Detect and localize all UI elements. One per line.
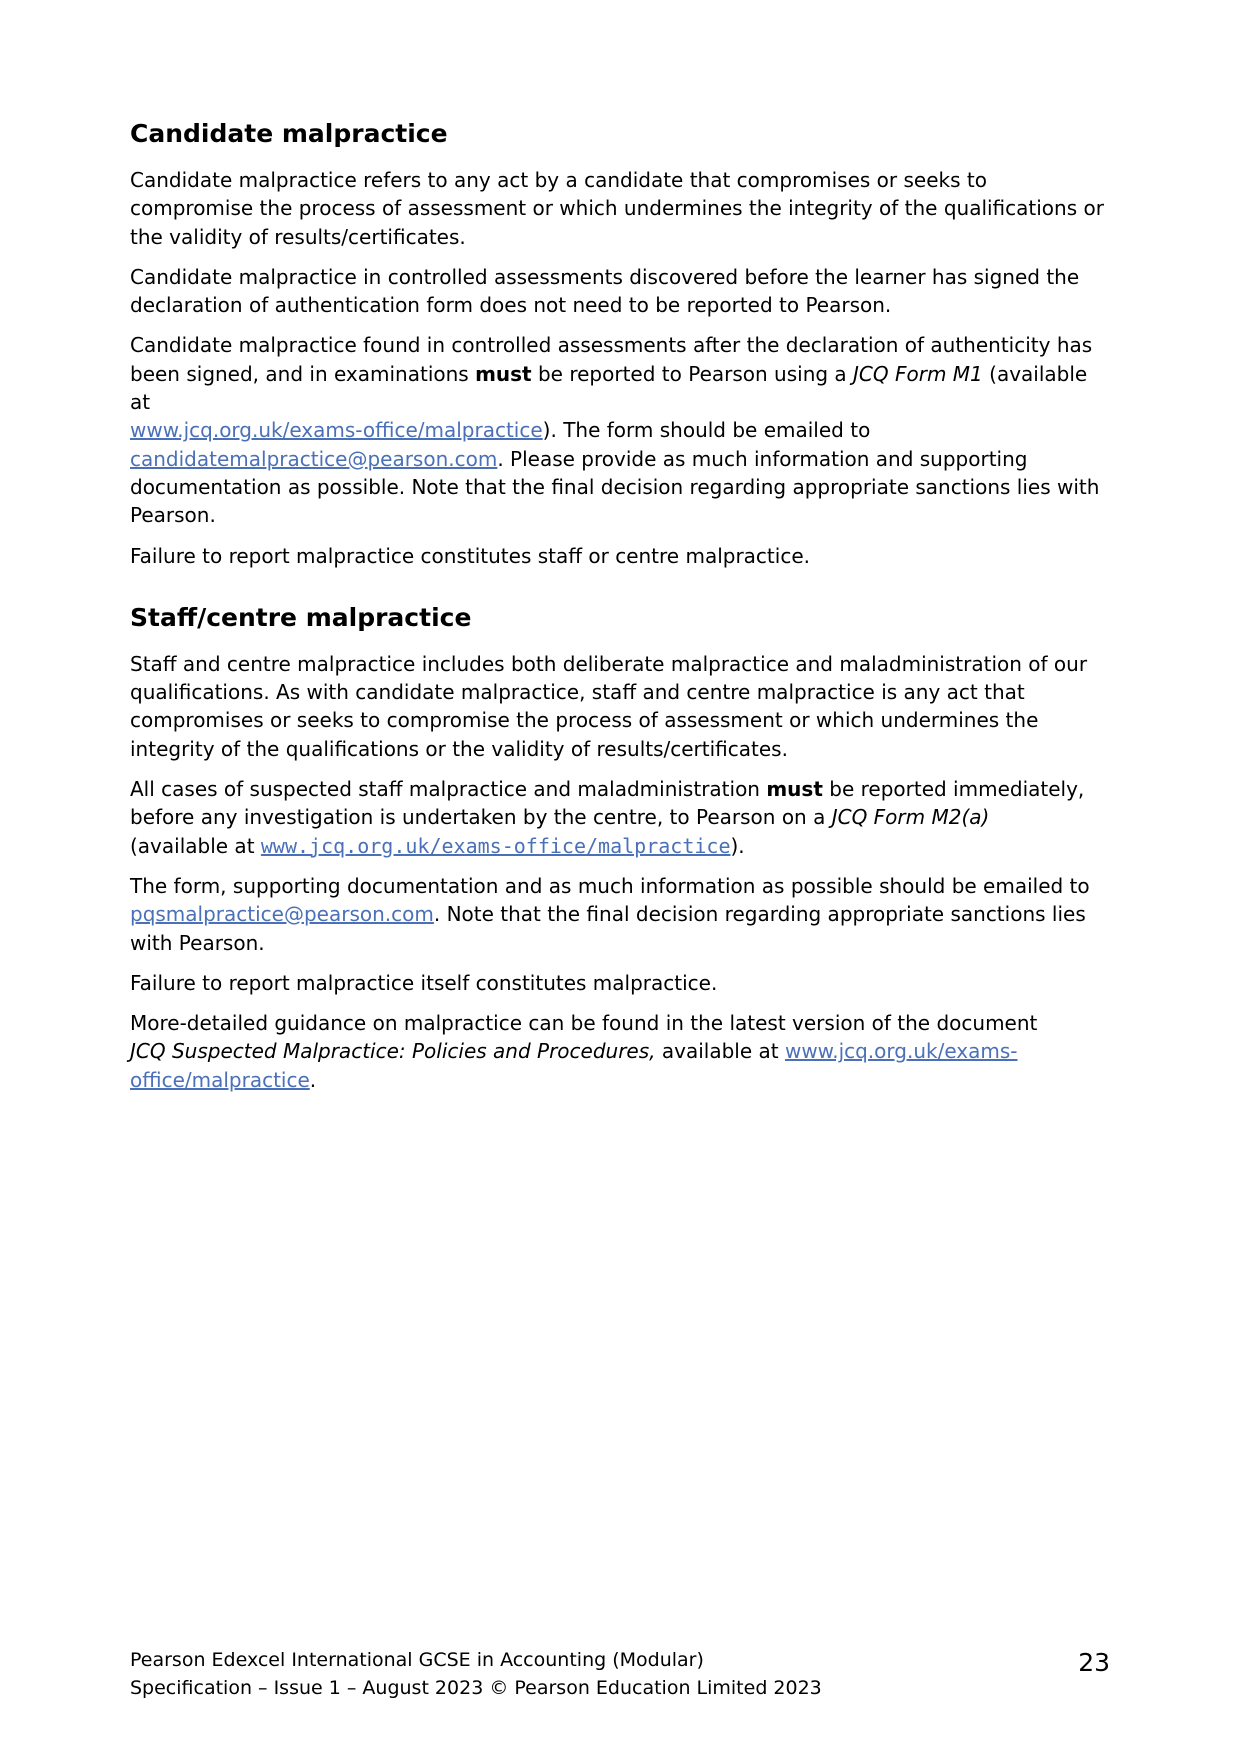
paragraph: Staff and centre malpractice includes both deliberate malpractice and maladministration of our qualifications. As with candidate malpractice, staff and centre malpractice is any act that compromises or seeks to compromise the process of assessment or which undermines the integrity of the qualifications or the validity of results/certificates.: [130, 651, 1088, 761]
text-run: ).: [730, 833, 745, 858]
text-run: Candidate malpractice found in controlled assessments after the declaration of authenticity has been signed, and in examinations: [130, 333, 1093, 386]
italic-text: JCQ Form M2(a): [831, 805, 990, 830]
text-run: More-detailed guidance on malpractice can be found in the latest version of the document: [130, 1011, 1038, 1036]
text-run: . Note that the final decision regarding appropriate sanctions lies with Pearson.: [130, 902, 1086, 955]
bold-text: must: [766, 777, 823, 802]
link-part: office/malpractice: [130, 1067, 310, 1092]
text-run: .: [309, 1067, 317, 1092]
document-body: [130, 118, 1110, 1106]
text-run: . Please provide as much information and supporting documentation as possible. Note that the final decision regarding appropriate sanctions lies with Pearson.: [130, 446, 1100, 528]
text-run: be reported to Pearson using a: [531, 361, 854, 386]
candidate-malpractice-email-link[interactable]: candidatemalpractice@pearson.com: [130, 446, 498, 471]
text-run: be reported immediately, before any investigation is undertaken by the centre, to Pearson on a: [130, 777, 1085, 830]
paragraph: [130, 775, 1110, 860]
italic-text: JCQ Suspected Malpractice: Policies and Procedures,: [130, 1039, 656, 1064]
heading-staff-centre-malpractice: Staff/centre malpractice: [130, 602, 472, 632]
paragraph: Candidate malpractice in controlled assessments discovered before the learner has signed the declaration of authentication form does not need to be reported to Pearson.: [130, 264, 1080, 318]
bold-text: must: [475, 361, 532, 386]
jcq-malpractice-link[interactable]: www.jcq.org.uk/exams-office/malpractice: [260, 833, 731, 858]
text-run: (available at: [130, 361, 1088, 415]
link-part: www.jcq.org.uk/exams-: [784, 1039, 1018, 1064]
paragraph: Failure to report malpractice constitutes staff or centre malpractice.: [130, 543, 810, 568]
page-number: 23: [1078, 1648, 1110, 1677]
text-run: All cases of suspected staff malpractice and maladministration: [130, 777, 767, 802]
paragraph: Failure to report malpractice itself constitutes malpractice.: [130, 970, 718, 995]
paragraph: Candidate malpractice refers to any act by a candidate that compromises or seeks to compromise the process of assessment or which undermines the integrity of the qualifications or the validity of results/certificates.: [130, 168, 1104, 249]
footer-line: Specification – Issue 1 – August 2023 © Pearson Education Limited 2023: [130, 1677, 822, 1699]
text-run: (available at: [130, 833, 261, 858]
jcq-malpractice-link[interactable]: www.jcq.org.uk/exams-office/malpractice: [130, 418, 543, 443]
text-run: ). The form should be emailed to: [542, 418, 871, 443]
footer-line: Pearson Edexcel International GCSE in Accounting (Modular): [130, 1649, 704, 1671]
pqs-malpractice-email-link[interactable]: pqsmalpractice@pearson.com: [130, 902, 434, 927]
text-run: available at: [655, 1039, 785, 1064]
italic-text: JCQ Form M1: [853, 361, 983, 386]
page-footer: [130, 1646, 1110, 1702]
heading-candidate-malpractice: Candidate malpractice: [130, 119, 448, 148]
paragraph: [130, 872, 1110, 957]
text-run: The form, supporting documentation and as much information as possible should be emailed to: [130, 873, 1090, 898]
paragraph: [130, 331, 1110, 529]
paragraph: [130, 1009, 1110, 1094]
